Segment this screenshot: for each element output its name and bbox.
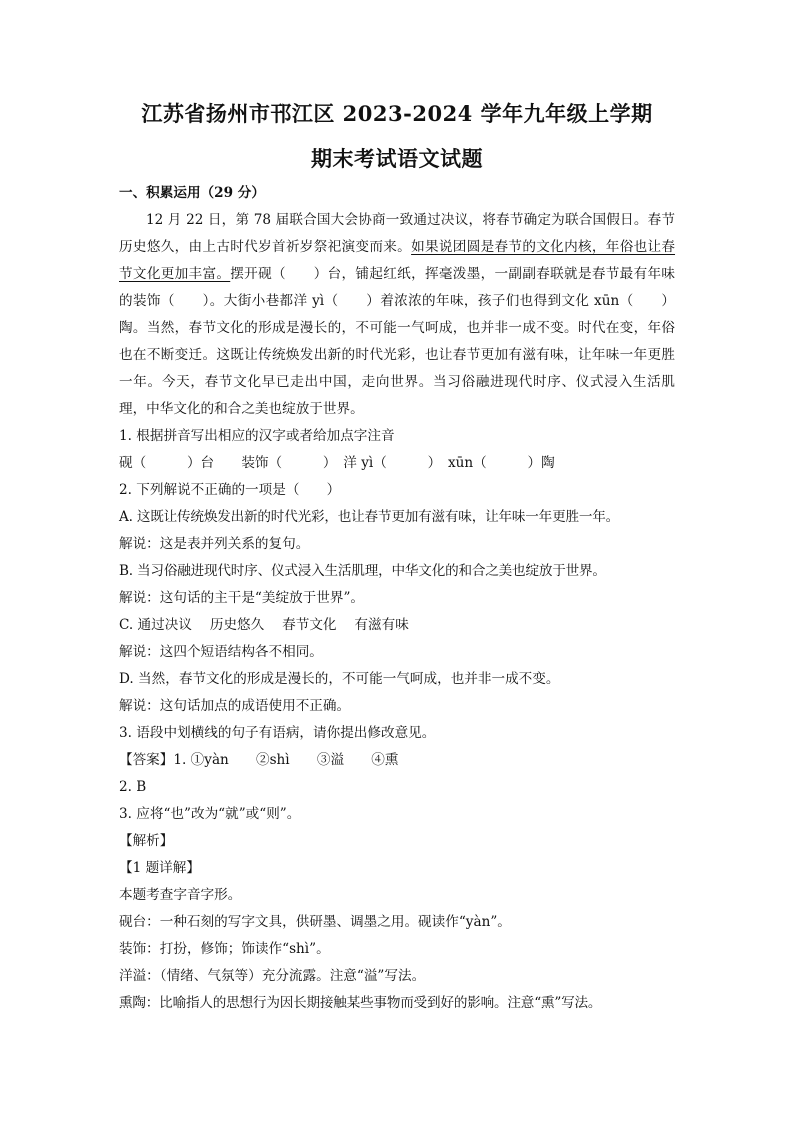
detail-line: 熏陶：比喻指人的思想行为因长期接触某些事物而受到好的影响。注意“熏”写法。	[119, 995, 602, 1011]
reading-passage	[119, 207, 675, 423]
question-1-blanks: 砚（ ）台 装饰（ ） 洋 yì（ ） xūn（ ）陶	[119, 455, 555, 471]
answer-3: 3. 应将“也”改为“就”或“则”。	[119, 806, 301, 822]
passage-text-a: 12 月 22 日，第 78 届联合国大会协商一致通过决议，将春节确定为联合国假日。春节历史悠久，由上古时代岁首祈岁祭祀演变而来。	[119, 212, 675, 255]
question-2: 2. 下列解说不正确的一项是（ ）	[119, 482, 341, 498]
document-title-line1: 江苏省扬州市邗江区 2023-2024 学年九年级上学期	[141, 101, 653, 126]
option-a-note: 解说：这是表并列关系的复句。	[119, 536, 310, 552]
detail-line: 装饰：打扮，修饰；饰读作“shì”。	[119, 941, 330, 957]
section-heading: 一、积累运用（29 分）	[119, 185, 265, 201]
option-d-note: 解说：这句话加点的成语使用不正确。	[119, 698, 351, 714]
option-a: A. 这既让传统焕发出新的时代光彩，也让春节更加有滋有味，让年味一年更胜一年。	[119, 509, 620, 525]
answer-line: 【答案】1. ①yàn ②shì ③溢 ④熏	[119, 752, 399, 768]
option-d: D. 当然，春节文化的形成是漫长的，不可能一气呵成，也并非一成不变。	[119, 671, 560, 687]
option-b: B. 当习俗融进现代时序、仪式浸入生活肌理，中华文化的和合之美也绽放于世界。	[119, 563, 606, 579]
detail-heading: 【1 题详解】	[119, 860, 200, 876]
detail-line: 本题考查字音字形。	[119, 887, 242, 903]
option-b-note: 解说：这句话的主干是“美绽放于世界”。	[119, 590, 364, 606]
document-body	[119, 180, 675, 1017]
detail-line: 砚台：一种石刻的写字文具，供研墨、调墨之用。砚读作“yàn”。	[119, 914, 511, 930]
passage-text-b: 摆开砚（ ）台，铺起红纸，挥毫泼墨，一副副春联就是春节最有年味的装饰（ ）。大街小巷都洋 yì（ ）着浓浓的年味，孩子们也得到文化 xūn（ ）陶。当然，春节文化的形成是漫长的，不可能一气呵成，也并非一成不变。时代在变，年俗也在不断变迁。这既让传统焕发出新的时代光彩，也让春节更加有滋有味，让年味一年更胜一年。今天，春节文化早已走出中国，走向世界。当习俗融进现代时序、仪式浸入生活肌理，中华文化的和合之美也绽放于世界。	[119, 266, 676, 417]
question-1: 1. 根据拼音写出相应的汉字或者给加点字注音	[119, 428, 395, 444]
question-3: 3. 语段中划横线的句子有语病，请你提出修改意见。	[119, 725, 436, 741]
option-c-note: 解说：这四个短语结构各不相同。	[119, 644, 323, 660]
document-title-line2: 期末考试语文试题	[311, 146, 483, 171]
underlined-sentence: 如果说团圆是春节的文化内核，年俗也让春节文化更加丰富。	[119, 239, 676, 282]
analysis-heading: 【解析】	[119, 833, 174, 849]
detail-line: 洋溢：（情绪、气氛等）充分流露。注意“溢”写法。	[119, 968, 426, 984]
option-c: C. 通过决议 历史悠久 春节文化 有滋有味	[119, 617, 409, 633]
answer-2: 2. B	[119, 779, 147, 795]
